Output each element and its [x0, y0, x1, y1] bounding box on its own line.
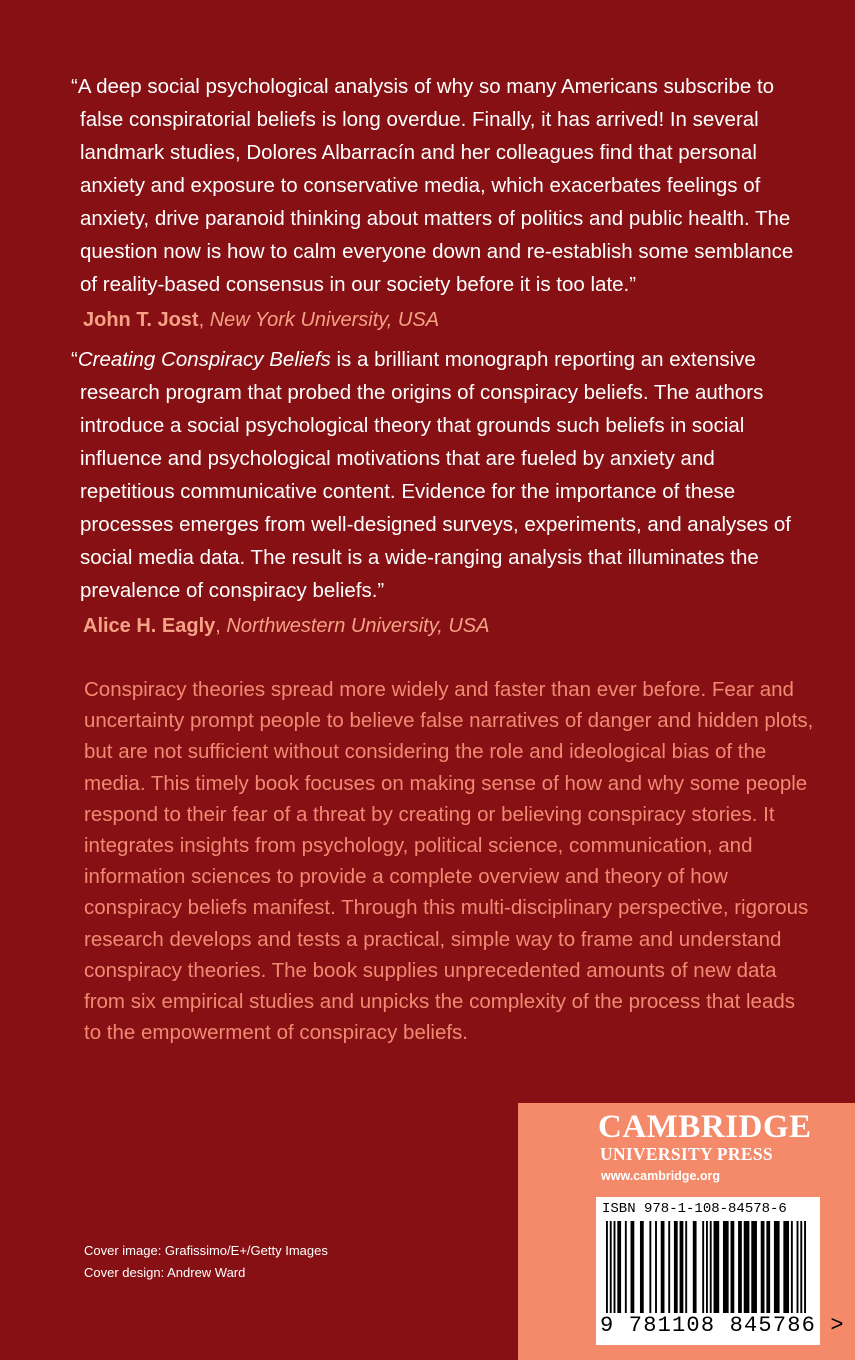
barcode-bar	[702, 1221, 704, 1313]
endorsement-attribution	[83, 611, 810, 641]
open-quote-mark: “	[71, 348, 78, 371]
isbn-barcode	[596, 1197, 845, 1345]
barcode-bar	[714, 1221, 720, 1313]
publisher-logo-name: CAMBRIDGE	[598, 1109, 812, 1145]
cover-credits	[84, 1240, 328, 1284]
barcode-bar	[640, 1221, 644, 1313]
endorsement-2	[71, 343, 810, 641]
barcode-bar	[783, 1221, 789, 1313]
barcode-bar	[655, 1221, 657, 1313]
barcode-bar	[617, 1221, 621, 1313]
isbn-label: ISBN 978-1-108-84578-6	[602, 1201, 787, 1217]
barcode-bar	[693, 1221, 697, 1313]
book-description: Conspiracy theories spread more widely and faster than ever before. Fear and uncertainty prompt people to believe false narratives of danger and hidden plots, but are not sufficient without considering the role and ideological bias of the media. This timely book focuses on making sense of how and why some people respond to their fear of a threat by creating or believing conspiracy stories. It integrates insights from psychology, political science, communication, and information sciences to provide a complete overview and theory of how conspiracy beliefs manifest. Through this multi-disciplinary perspective, rigorous research develops and tests a practical, simple way to frame and understand conspiracy theories. The book supplies unprecedented amounts of new data from six empirical studies and unpicks the complexity of the process that leads to the empowerment of conspiracy beliefs.	[84, 678, 814, 1045]
barcode-bar	[674, 1221, 678, 1313]
endorsement-text: is a brilliant monograph reporting an extensive research program that probed the origins of conspiracy beliefs. The authors introduce a social psychological theory that grounds such beliefs in social influence and psychological motivations that are fueled by anxiety and repetitious communicative content. Evidence for the importance of these processes emerges from well-designed surveys, experiments, and analyses of social media data. The result is a wide-ranging analysis that illuminates the prevalence of conspiracy beliefs.”	[80, 348, 791, 602]
barcode-digits: 9 781108 845786 >	[600, 1313, 845, 1338]
endorsement-quote	[71, 70, 810, 301]
endorsement-attribution	[83, 305, 810, 335]
open-quote-mark: “	[71, 75, 78, 98]
cover-design-credit: Cover design: Andrew Ward	[84, 1265, 246, 1280]
endorser-affiliation: Northwestern University, USA	[226, 615, 490, 637]
barcode-bar	[706, 1221, 708, 1313]
publisher-logo-press: UNIVERSITY PRESS	[600, 1144, 773, 1164]
endorser-affiliation: New York University, USA	[209, 309, 440, 331]
barcode-bar	[766, 1221, 770, 1313]
endorsement-text: A deep social psychological analysis of why so many Americans subscribe to false conspiratorial beliefs is long overdue. Finally, it has arrived! In several landmark studies, Dolores Albarracín and her colleagues find that personal anxiety and exposure to conservative media, which exacerbates feelings of anxiety, drive paranoid thinking about matters of politics and public health. The question now is how to calm everyone down and re-establish some semblance of reality-based consensus in our society before it is too late.”	[77, 75, 794, 296]
barcode-bar	[804, 1221, 806, 1313]
barcode-bar	[649, 1221, 651, 1313]
barcode-bar	[680, 1221, 684, 1313]
attribution-separator: ,	[215, 615, 227, 637]
cover-image-credit: Cover image: Grafissimo/E+/Getty Images	[84, 1243, 328, 1258]
barcode-bar	[744, 1221, 750, 1313]
barcode-bar	[661, 1221, 665, 1313]
barcode-bar	[631, 1221, 635, 1313]
barcode-bar	[797, 1221, 799, 1313]
barcode-bars	[602, 1221, 814, 1313]
endorsement-quote	[71, 343, 810, 607]
barcode-bar	[731, 1221, 735, 1313]
barcode-bar	[761, 1221, 765, 1313]
attribution-separator: ,	[198, 309, 210, 331]
barcode-bar	[668, 1221, 670, 1313]
barcode-bar	[610, 1221, 612, 1313]
barcode-bar	[738, 1221, 742, 1313]
publisher-panel	[518, 1103, 855, 1360]
endorsement-1	[71, 70, 810, 335]
barcode-bar	[710, 1221, 712, 1313]
publisher-url: www.cambridge.org	[601, 1169, 721, 1183]
barcode-bar	[606, 1221, 608, 1313]
barcode-bar	[723, 1221, 729, 1313]
barcode-bar	[685, 1221, 687, 1313]
barcode-bar	[774, 1221, 780, 1313]
endorser-name: John T. Jost	[83, 309, 199, 331]
barcode-bar	[625, 1221, 627, 1313]
book-title-italic: Creating Conspiracy Beliefs	[77, 348, 331, 371]
barcode-bar	[614, 1221, 616, 1313]
endorser-name: Alice H. Eagly	[83, 615, 216, 637]
barcode-bar	[751, 1221, 757, 1313]
barcode-bar	[791, 1221, 793, 1313]
barcode-bar	[800, 1221, 802, 1313]
